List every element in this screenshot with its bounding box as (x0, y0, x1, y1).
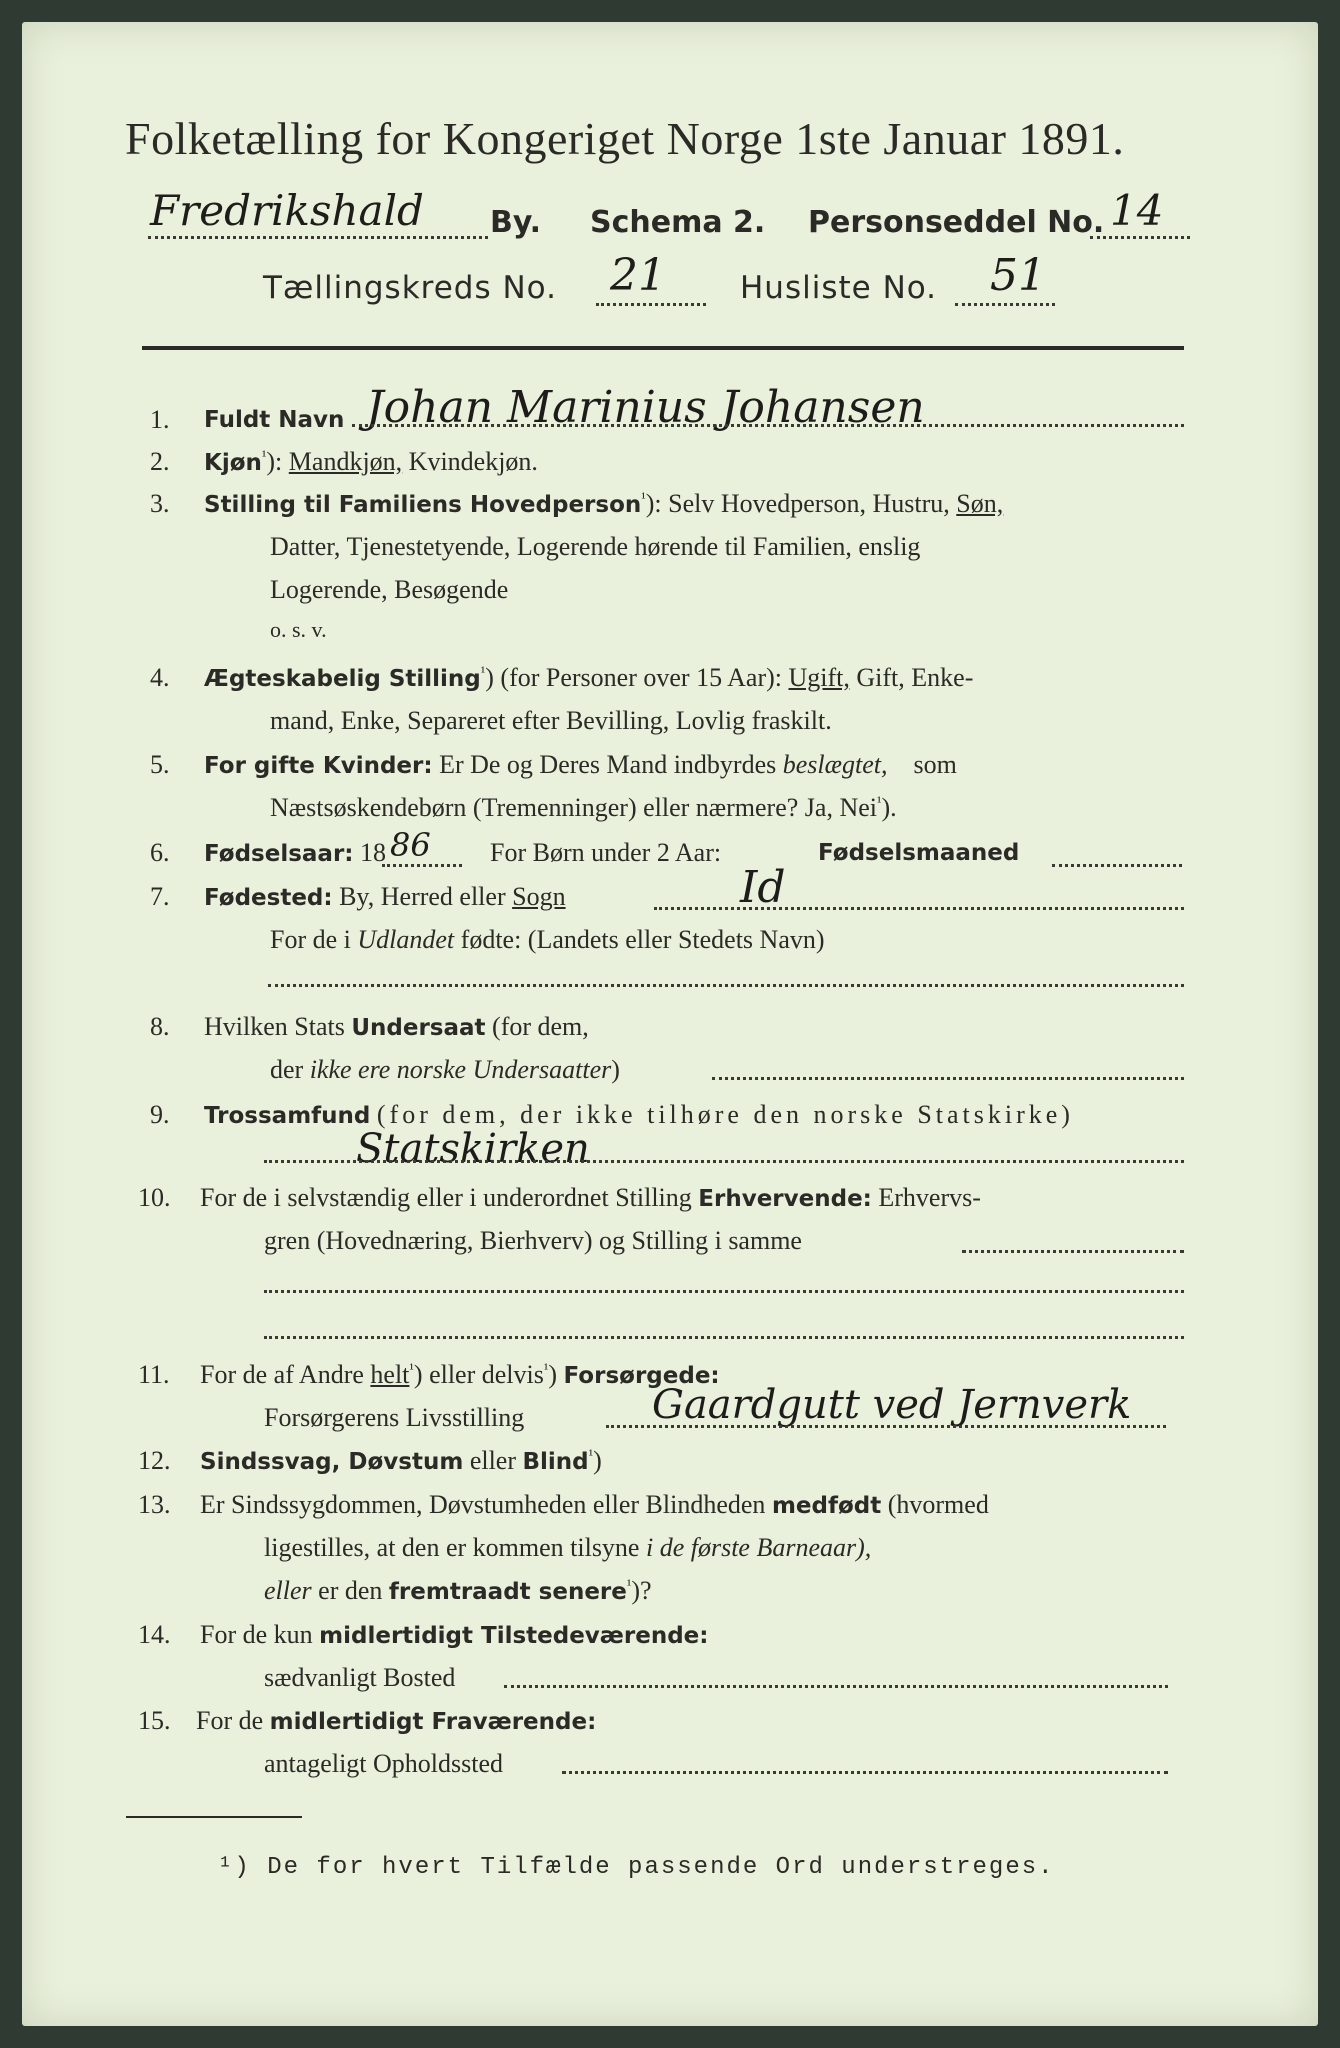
q7-number: 7. (150, 882, 170, 911)
form-title: Folketælling for Kongeriget Norge 1ste Januar 1891. (125, 113, 1125, 164)
q9-label: Trossamfund (204, 1103, 371, 1129)
q6-label: Fødselsaar: (204, 841, 354, 867)
footnote-rule (126, 1816, 302, 1818)
husliste-number: 51 (990, 250, 1046, 301)
q6-month-label: Fødselsmaaned (818, 840, 1020, 866)
q4-number: 4. (150, 663, 170, 692)
q4-line1: Ægteskabelig Stilling$^{^1}$) (for Personer over 15 Aar): Ugift, Gift, Enke- (204, 663, 974, 692)
q10-line2: gren (Hovednæring, Bierhverv) og Stilling i samme (264, 1226, 802, 1255)
q1-name-value: Johan Marinius Johansen (366, 382, 925, 433)
q3-line1: Stilling til Familiens Hovedperson$^{^1}$): Selv Hovedperson, Hustru, Søn, (204, 489, 1004, 518)
q6-year-value: 86 (390, 826, 431, 864)
q13-label: medfødt (771, 1493, 882, 1519)
q7-line1: Fødested: By, Herred eller Sogn (204, 882, 566, 911)
q11-provider-value: Gaardgutt ved Jernverk (652, 1382, 1132, 1428)
q11-line2: Forsørgerens Livsstilling (264, 1403, 525, 1432)
personseddel-label: Personseddel No. (808, 205, 1105, 240)
q9-number: 9. (150, 1100, 170, 1129)
q10-label: Erhvervende: (698, 1186, 872, 1212)
q13-line2: ligestilles, at den er kommen tilsyne i de første Barneaar), (264, 1533, 872, 1562)
footnote: ¹) De for hvert Tilfælde passende Ord understreges. (218, 1854, 1055, 1881)
kreds-number: 21 (610, 250, 666, 301)
q9-line1: Trossamfund (for dem, der ikke tilhøre den norske Statskirke) (204, 1100, 1074, 1129)
by-label: By. (490, 205, 542, 240)
q15-label: midlertidigt Fraværende: (269, 1709, 597, 1735)
q9-religion-value: Statskirken (356, 1126, 590, 1172)
q7-line2: For de i Udlandet fødte: (Landets eller Stedets Navn) (270, 925, 825, 954)
kreds-label: Tællingskreds No. (263, 270, 557, 306)
q14-line1: For de kun midlertidigt Tilstedeværende: (200, 1620, 709, 1649)
city-handwritten: Fredrikshald (150, 186, 424, 235)
q14-number: 14. (138, 1620, 171, 1649)
q3-line2: Datter, Tjenestetyende, Logerende hørende til Familien, enslig (270, 532, 921, 561)
q4-label: Ægteskabelig Stilling (204, 666, 481, 692)
q15-line1: For de midlertidigt Fraværende: (196, 1706, 597, 1735)
q1-number: 1. (150, 405, 170, 434)
q8-line1: Hvilken Stats Undersaat (for dem, (204, 1012, 589, 1041)
q14-line2: sædvanligt Bosted (264, 1663, 456, 1692)
q3-son-underlined: Søn, (956, 489, 1004, 518)
q7-birthplace-value: Id (740, 862, 786, 913)
q4-ugift-underlined: Ugift, (788, 663, 850, 692)
q5-line1: For gifte Kvinder: Er De og Deres Mand indbyrdes beslægtet, som (204, 750, 957, 779)
q13-line1: Er Sindssygdommen, Døvstumheden eller Blindheden medfødt (hvormed (200, 1490, 989, 1519)
q3-number: 3. (150, 489, 170, 518)
schema-label: Schema 2. (590, 205, 766, 240)
q8-number: 8. (150, 1012, 170, 1041)
q8-label: Undersaat (351, 1015, 486, 1041)
q1-label: Fuldt Navn (204, 407, 345, 433)
q10-number: 10. (138, 1183, 171, 1212)
header-rule (142, 346, 1184, 350)
q6-number: 6. (150, 838, 170, 867)
q6-line: Fødselsaar: 18 (204, 838, 386, 867)
q3-label: Stilling til Familiens Hovedperson (204, 492, 642, 518)
q2-kvindekjon: Kvindekjøn. (408, 447, 538, 476)
husliste-label: Husliste No. (740, 270, 938, 306)
q5-label: For gifte Kvinder: (204, 753, 433, 779)
q13-number: 13. (138, 1490, 171, 1519)
q15-number: 15. (138, 1706, 171, 1735)
q5-line2: Næstsøskendebørn (Tremenninger) eller nærmere? Ja, Nei$^{^1}$). (270, 793, 897, 822)
q11-number: 11. (138, 1360, 170, 1389)
q2-label: Kjøn (204, 450, 262, 476)
q6-child-note: For Børn under 2 Aar: (490, 838, 722, 867)
q5-number: 5. (150, 750, 170, 779)
q2-number: 2. (150, 447, 170, 476)
personseddel-number: 14 (1110, 186, 1164, 235)
q2-line: Kjøn$^{^1}$): Mandkjøn, Kvindekjøn. (204, 447, 538, 476)
q8-line2: der ikke ere norske Undersaatter) (270, 1055, 620, 1084)
q14-label: midlertidigt Tilstedeværende: (319, 1623, 709, 1649)
q10-line1: For de i selvstændig eller i underordnet Stilling Erhvervende: Erhvervs- (200, 1183, 981, 1212)
q12-number: 12. (138, 1446, 171, 1475)
q7-label: Fødested: (204, 885, 333, 911)
q11-label: Forsørgede: (563, 1363, 720, 1389)
q12-line: Sindssvag, Døvstum eller Blind$^{^1}$) (200, 1446, 602, 1475)
q15-line2: antageligt Opholdssted (264, 1749, 504, 1778)
q3-line4: o. s. v. (270, 617, 327, 642)
q2-mandkjon: Mandkjøn, (288, 447, 403, 476)
q13-line3: eller er den fremtraadt senere$^{^1}$)? (264, 1576, 652, 1605)
q4-line2: mand, Enke, Separeret efter Bevilling, Lovlig fraskilt. (270, 706, 832, 735)
q11-line1: For de af Andre helt$^{^1}$) eller delvis$^{^1}$) Forsørgede: (200, 1360, 720, 1389)
q12-label: Sindssvag, Døvstum (200, 1449, 464, 1475)
q3-line3: Logerende, Besøgende (270, 575, 509, 604)
